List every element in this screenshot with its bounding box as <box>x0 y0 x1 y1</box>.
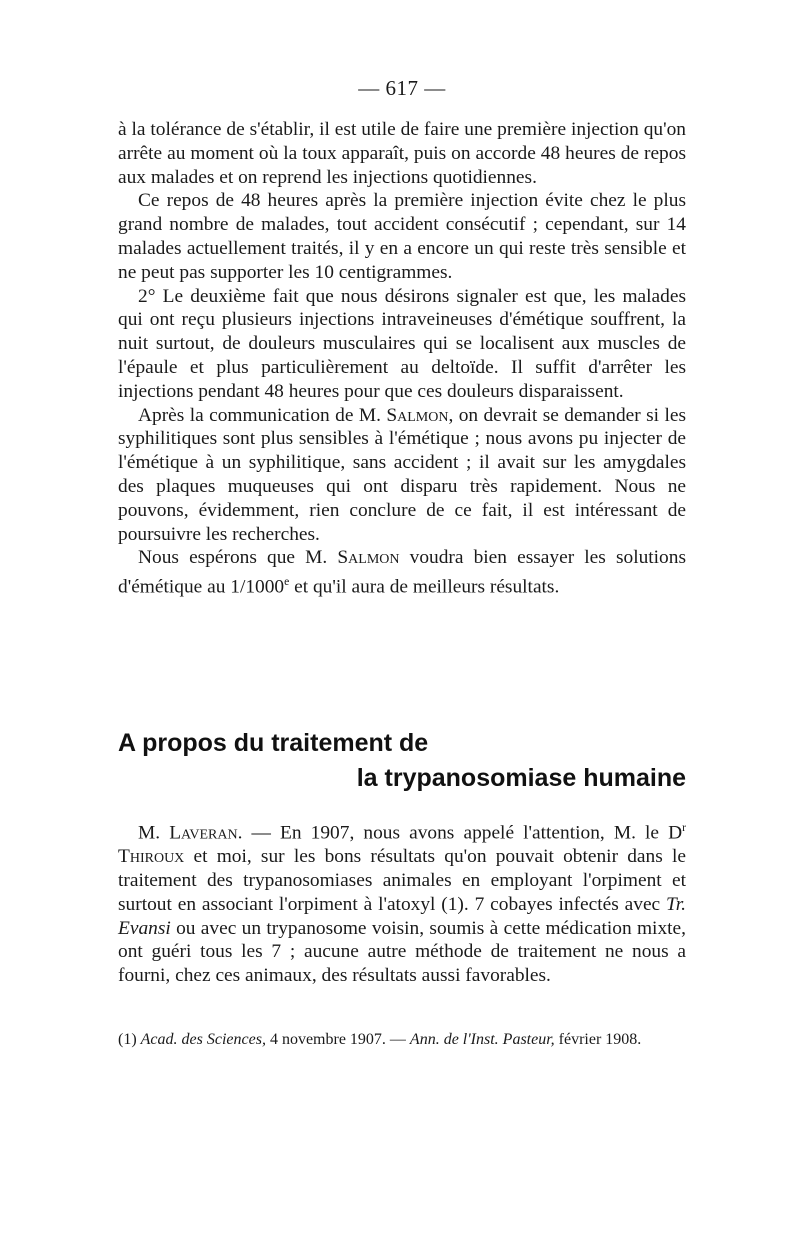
paragraph-4 <box>118 404 686 547</box>
author-laveran: Laveran <box>169 822 238 844</box>
paragraph-4-start: Après la communication de M. <box>138 404 381 426</box>
author-name-salmon-2: Salmon <box>337 547 400 569</box>
paragraph-1: à la tolérance de s'établir, il est utile de faire une première injection qu'on arrête au moment où la toux apparaît, puis on accorde 48 heures de repos aux malades et on reprend les injections quotidiennes. <box>118 119 686 188</box>
footnote-end: février 1908. <box>554 1031 642 1048</box>
article-title-line-1: A propos du traitement de <box>118 729 429 757</box>
page-number: — 617 — <box>358 76 446 100</box>
paragraph-4-rest: , on devrait se demander si les syphilitiques sont plus sensibles à l'émétique ; nous avons pu injecter de l'émétique à un syphilitique, sans accident ; il avait sur les amygdales des plaques muqueuses qui ont disparu très rapidement. Nous ne pouvons, évidemment, rien conclure de ce fait, il est intéressant de poursuivre les recherches. <box>118 404 686 545</box>
footnote-ref-1: Acad. des Sciences, <box>140 1031 266 1048</box>
superscript-e: e <box>284 575 290 589</box>
paragraph-3: 2° Le deuxième fait que nous désirons signaler est que, les malades qui ont reçu plusieurs injections intraveineuses d'émétique souffrent, la nuit surtout, de douleurs musculaires qui se localisent aux muscles de l'épaule et plus particulièrement au deltoïde. Il suffit d'arrêter les injections pendant 48 heures pour que ces douleurs disparaissent. <box>118 285 686 402</box>
article-title <box>118 726 686 796</box>
article-body <box>118 816 686 988</box>
species-name: Tr. Evansi <box>118 893 686 939</box>
footnote-marker: (1) <box>118 1031 137 1048</box>
paragraph-5-end: et qu'il aura de meilleurs résultats. <box>289 576 560 598</box>
paragraph-5-start: Nous espérons que M. <box>138 547 328 569</box>
superscript-r: r <box>682 821 686 834</box>
footnote <box>118 1030 686 1050</box>
author-prefix: M. <box>138 822 161 844</box>
paragraph-5-middle: voudra bien essayer les solutions d'émétique au 1/1000 <box>118 547 686 598</box>
article-text-b: et moi, sur les bons résultats qu'on pouvait obtenir dans le traitement des trypanosomiases animales en employant l'orpiment et surtout en associant l'orpiment à l'atoxyl (1). 7 cobayes infectés avec <box>118 846 686 915</box>
article-paragraph <box>118 816 686 988</box>
article-text-c: ou avec un trypanosome voisin, soumis à cette médication mixte, ont guéri tous les 7 ; aucune autre méthode de traitement ne nous a fourni, chez ces animaux, des résultats aussi favorables. <box>118 917 686 987</box>
author-name-salmon: Salmon <box>386 404 449 426</box>
footnote-date: 4 novembre 1907. — <box>265 1031 410 1048</box>
paragraph-2: Ce repos de 48 heures après la première injection évite chez le plus grand nombre de malades, tout accident consécutif ; cependant, sur 14 malades actuellement traités, il y en a encore un qui reste très sensible et ne peut pas supporter les 10 centigrammes. <box>118 190 686 283</box>
top-section <box>118 118 686 599</box>
footnote-ref-2: Ann. de l'Inst. Pasteur, <box>409 1031 555 1048</box>
author-thiroux: Thiroux <box>118 846 185 868</box>
paragraph-5 <box>118 546 686 599</box>
article-title-line-2: la trypanosomiase humaine <box>356 764 686 792</box>
article-text-a: . — En 1907, nous avons appelé l'attention, M. le D <box>237 822 683 844</box>
